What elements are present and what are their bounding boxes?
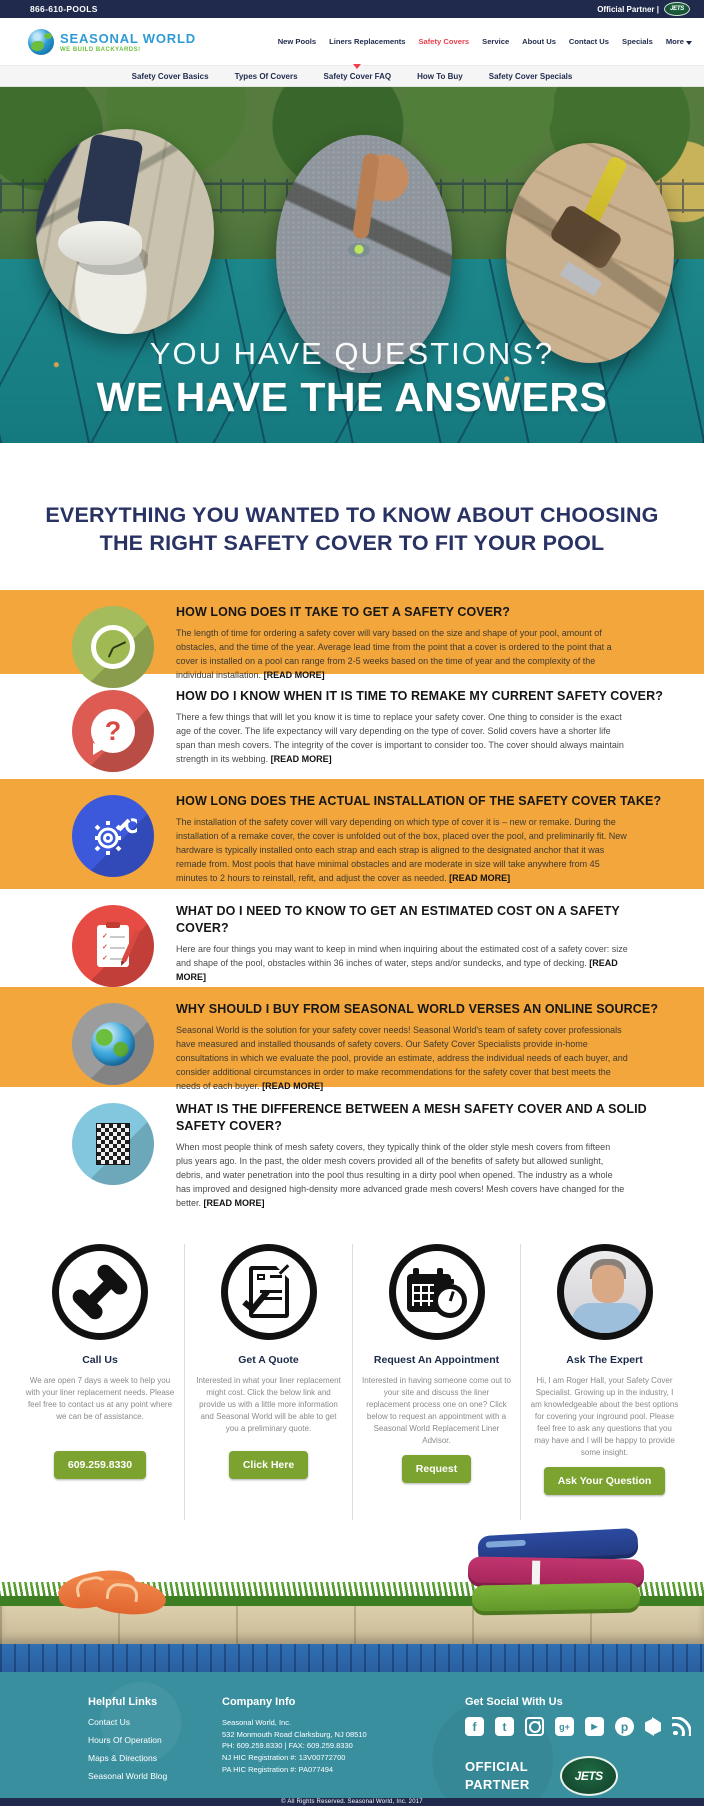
faq-row-remake-timing: [0, 674, 704, 779]
ask-your-question-button[interactable]: Ask Your Question: [544, 1467, 666, 1495]
footer-link-maps-directions[interactable]: Maps & Directions: [88, 1753, 157, 1763]
company-phone-fax: PH: 609.259.8330 | FAX: 609.259.8330: [222, 1741, 353, 1751]
request-appointment-button[interactable]: Request: [402, 1455, 471, 1483]
subnav-item-how-to-buy[interactable]: How To Buy: [417, 71, 463, 81]
hero-line-1: YOU HAVE QUESTIONS?: [149, 336, 555, 371]
logo-tagline: WE BUILD BACKYARDS!: [60, 46, 141, 53]
site-header: [0, 18, 704, 65]
google-plus-icon[interactable]: g+: [555, 1717, 574, 1736]
nav-item-specials[interactable]: Specials: [622, 37, 653, 46]
expert-photo: [557, 1244, 653, 1340]
main-navigation: [278, 37, 692, 46]
official-partner-line1: OFFICIAL: [465, 1759, 529, 1775]
page-title: EVERYTHING YOU WANTED TO KNOW ABOUT CHOOSING THE RIGHT SAFETY COVER TO FIT YOUR POOL: [45, 502, 659, 555]
quote-click-here-button[interactable]: Click Here: [229, 1451, 308, 1479]
safety-cover-subnav: [0, 65, 704, 87]
jets-logo-icon: JETS: [664, 2, 690, 16]
nav-item-safety-covers[interactable]: Safety Covers: [418, 37, 470, 46]
official-partner-line2: PARTNER: [465, 1777, 530, 1792]
subnav-item-safety-cover-basics[interactable]: Safety Cover Basics: [131, 71, 209, 81]
calendar-stopwatch-icon: [389, 1244, 485, 1340]
jets-logo-icon: JETS: [560, 1756, 618, 1796]
globe-logo-icon: [28, 29, 54, 55]
globe-icon: [72, 1003, 154, 1085]
faq-title: HOW DO I KNOW WHEN IT IS TIME TO REMAKE MY CURRENT SAFETY COVER?: [176, 689, 663, 703]
active-tab-indicator: [353, 64, 361, 69]
faq-row-buy-from-seasonal-world: [0, 987, 704, 1091]
company-name: Seasonal World, Inc.: [222, 1718, 292, 1727]
mesh-icon: [72, 1103, 154, 1185]
faq-title: WHY SHOULD I BUY FROM SEASONAL WORLD VERSES AN ONLINE SOURCE?: [176, 1002, 659, 1016]
read-more-link[interactable]: [READ MORE]: [176, 957, 618, 982]
nav-item-contact-us[interactable]: Contact Us: [568, 37, 610, 46]
faq-title: HOW LONG DOES IT TAKE TO GET A SAFETY COVER?: [176, 605, 511, 619]
faq-title: WHAT DO I NEED TO KNOW TO GET AN ESTIMATED COST ON A SAFETY COVER?: [176, 904, 620, 935]
towel-stack-image: [468, 1532, 658, 1616]
intro-section: [0, 443, 704, 590]
cta-text: Interested in having someone come out to your site and discuss the liner replacement process one on one? Click below to request an appointment with a Seasonal World Replacement Liner Advisor.: [362, 1376, 511, 1445]
nav-item-more[interactable]: More: [666, 37, 692, 46]
hammer-anchor-photo: [506, 143, 674, 363]
pool-tile-image: [0, 1644, 704, 1672]
nav-item-new-pools[interactable]: New Pools: [277, 37, 317, 46]
faq-row-mesh-vs-solid: [0, 1087, 704, 1230]
instagram-icon[interactable]: [525, 1717, 544, 1736]
read-more-link[interactable]: [READ MORE]: [263, 669, 325, 680]
gear-wrench-icon: [72, 795, 154, 877]
read-more-link[interactable]: [READ MORE]: [203, 1197, 265, 1208]
faq-title: HOW LONG DOES THE ACTUAL INSTALLATION OF THE SAFETY COVER TAKE?: [176, 794, 662, 808]
faq-row-lead-time: [0, 590, 704, 680]
company-address: 532 Monmouth Road Clarksburg, NJ 08510: [222, 1729, 367, 1739]
hero-banner: [0, 87, 704, 443]
subnav-item-types-of-covers[interactable]: Types Of Covers: [234, 71, 298, 81]
faq-body-text: There a few things that will let you know it is time to replace your safety cover. One thing to consider is the exact age of the cover. The life expectancy will vary depending on the type of cover. Solid covers have a shorter life span than mesh covers. The integrity of the cover is important to consider too. The cover should always maintain strength in its webbing.: [176, 711, 624, 764]
question-mark-icon: ?: [72, 690, 154, 772]
anchor-drilling-photo: [36, 129, 214, 334]
footer-link-contact-us[interactable]: Contact Us: [88, 1717, 131, 1727]
seasonal-world-logo[interactable]: [28, 29, 196, 55]
faq-body-text: The length of time for ordering a safety cover will vary based on the size and shape of your pool, amount of obstacles, and the time of the year. Average lead time from the point that a cover is ordered to the point that a cover is installed on a pool can range from 2-5 weeks based on the time of year and the complexity of the individual installation.: [176, 627, 612, 680]
read-more-link[interactable]: [READ MORE]: [449, 872, 511, 883]
read-more-link[interactable]: [READ MORE]: [270, 753, 332, 764]
ask-the-expert-column: [520, 1244, 688, 1520]
faq-row-installation-time: [0, 779, 704, 889]
checklist-icon: ✓ ✓ ✓: [72, 905, 154, 987]
cta-title: Call Us: [82, 1354, 118, 1366]
get-a-quote-column: [184, 1244, 352, 1520]
call-phone-button[interactable]: 609.259.8330: [54, 1451, 146, 1479]
nav-item-service[interactable]: Service: [482, 37, 510, 46]
social-icons-row: [465, 1717, 704, 1736]
flip-flops-image: [58, 1560, 168, 1612]
phone-number[interactable]: 866-610-POOLS: [30, 4, 98, 14]
site-footer: [0, 1672, 704, 1798]
official-partner-label: Official Partner |: [597, 4, 659, 14]
cta-title: Request An Appointment: [373, 1354, 500, 1366]
helpful-links-title: Helpful Links: [88, 1696, 158, 1708]
copyright-text: © All Rights Reserved. Seasonal World, Inc. 2017: [281, 1799, 423, 1805]
pa-hic-registration: PA HIC Registration #: PA077494: [222, 1764, 334, 1774]
twitter-icon[interactable]: t: [495, 1717, 514, 1736]
company-info-title: Company Info: [222, 1696, 296, 1708]
nav-item-liners-replacements[interactable]: Liners Replacements: [329, 37, 406, 46]
subnav-item-safety-cover-faq[interactable]: Safety Cover FAQ: [324, 72, 392, 81]
faq-row-estimated-cost: [0, 889, 704, 987]
read-more-link[interactable]: [READ MORE]: [262, 1080, 324, 1091]
quote-document-icon: [221, 1244, 317, 1340]
subnav-item-safety-cover-specials[interactable]: Safety Cover Specials: [488, 71, 573, 81]
youtube-icon[interactable]: ▶: [585, 1717, 604, 1736]
faq-body-text: Seasonal World is the solution for your safety cover needs! Seasonal World's team of safety cover professionals have measured and installed thousands of safety covers. Our Safety Cover Specialists provide in-home consultations in which we evaluate the pool, provide an estimate, address the individual needs of each buyer, and consider additional circumstances in order to make recommendations for the safety cover that best meets the needs of each buyer.: [176, 1024, 628, 1091]
faq-body-text: The installation of the safety cover will vary depending on which type of cover it is – new or remake. During the installation of a remake cover, the cover is unfolded out of the box, placed over the pool, and preliminarily fit. New hardware is typically installed onto each strap and each strap is aligned to the designated anchor that it was remade from. Most pools that have minimal obstacles and are moderate in size will take anywhere from 45 minutes to 2 hours to reinstall, refit, and adjust the cover as needed.: [176, 816, 627, 883]
pinterest-icon[interactable]: p: [615, 1717, 634, 1736]
copyright-bar: [0, 1798, 704, 1806]
cta-title: Get A Quote: [238, 1354, 299, 1366]
hero-line-2: WE HAVE THE ANSWERS: [96, 374, 608, 420]
footer-link-blog[interactable]: Seasonal World Blog: [88, 1771, 168, 1781]
get-social-title: Get Social With Us: [465, 1696, 563, 1708]
chevron-down-icon: [686, 41, 692, 45]
poolside-decorative-image: [0, 1520, 704, 1672]
request-appointment-column: [352, 1244, 520, 1520]
footer-link-hours-of-operation[interactable]: Hours Of Operation: [88, 1735, 162, 1745]
clock-icon: [72, 606, 154, 688]
nj-hic-registration: NJ HIC Registration #: 13V00772700: [222, 1752, 346, 1762]
top-bar: [0, 0, 704, 18]
facebook-icon[interactable]: f: [465, 1717, 484, 1736]
nav-item-about-us[interactable]: About Us: [522, 37, 556, 46]
rss-icon[interactable]: [672, 1717, 691, 1736]
official-partner-block: [465, 1756, 704, 1796]
cta-title: Ask The Expert: [566, 1354, 643, 1366]
logo-title: SEASONAL WORLD: [60, 30, 196, 46]
cta-text: Interested in what your liner replacement might cost. Click the below link and provide us with a little more information and Seasonal World will be able to get you a preliminary quote.: [196, 1376, 341, 1433]
cta-text: We are open 7 days a week to help you with your liner replacement needs. Please feel free to contact us at any point where we can be of assistance.: [25, 1376, 175, 1421]
faq-title: WHAT IS THE DIFFERENCE BETWEEN A MESH SAFETY COVER AND A SOLID SAFETY COVER?: [176, 1102, 647, 1133]
cta-text: Hi, I am Roger Hall, your Safety Cover Specialist. Growing up in the industry, I am knowledgeable about the best options for covering your inground pool. Please feel free to ask any questions that you may have and I will be happy to provide some insight.: [530, 1376, 679, 1457]
faq-body-text: Here are four things you may want to keep in mind when inquiring about the estimated cost of a safety cover: size and shape of the pool, obstacles within 36 inches of water, steps and/or sundecks, and type of decking.: [176, 943, 628, 968]
contact-options-section: [0, 1230, 704, 1520]
houzz-icon[interactable]: [645, 1717, 661, 1736]
call-us-column: [16, 1244, 184, 1520]
faq-body-text: When most people think of mesh safety covers, they typically think of the older style mesh covers from fifteen plus years ago. In the past, the older mesh covers provided all of the benefits of safety but allowed sunlight, debris, and water penetration into the pool thus resulting in a dirty pool when opened. The industry as a whole has improved and designed high-density more advanced grade mesh covers! Mesh covers have changed for the better.: [176, 1141, 625, 1208]
phone-icon: [52, 1244, 148, 1340]
